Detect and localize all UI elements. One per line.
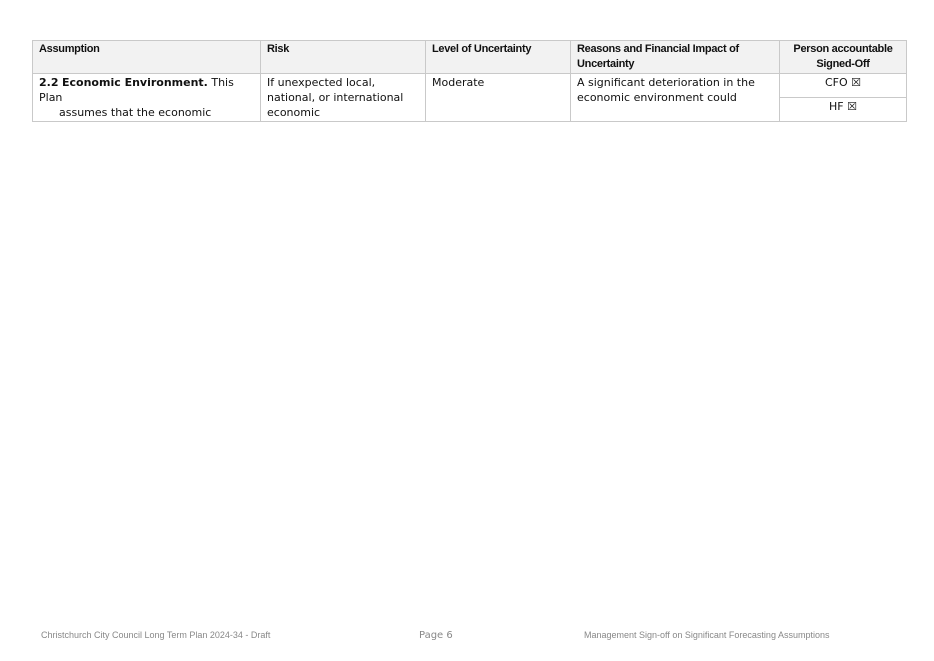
header-uncertainty: Level of Uncertainty [426,41,571,74]
header-reasons: Reasons and Financial Impact of Uncertainty [571,41,780,74]
assumptions-table [32,40,907,122]
header-assumption: Assumption [33,41,261,74]
footer-page-number: Page 6 [419,630,453,641]
reasons-cell: A significant deterioration in the economic environment could [571,74,780,122]
assumption-text-1: This Plan [39,76,234,104]
header-risk: Risk [261,41,426,74]
risk-cell: If unexpected local, national, or international economic [261,74,426,122]
assumption-text-2: assumes that the economic [59,106,212,119]
assumption-number: 2.2 [39,76,59,89]
assumption-heading: Economic Environment. [62,76,208,89]
header-person-accountable: Person accountable Signed-Off [780,41,907,74]
signoff-hf: HF ☒ [780,98,907,122]
table-header-row [33,41,907,74]
assumption-line-1 [39,75,254,105]
assumption-cell [33,74,261,122]
footer-section-title: Management Sign-off on Significant Forecasting Assumptions [584,630,830,640]
footer-document-title: Christchurch City Council Long Term Plan 2024-34 - Draft [41,630,271,640]
uncertainty-cell: Moderate [426,74,571,122]
table-row [33,74,907,98]
signoff-cfo: CFO ☒ [780,74,907,98]
